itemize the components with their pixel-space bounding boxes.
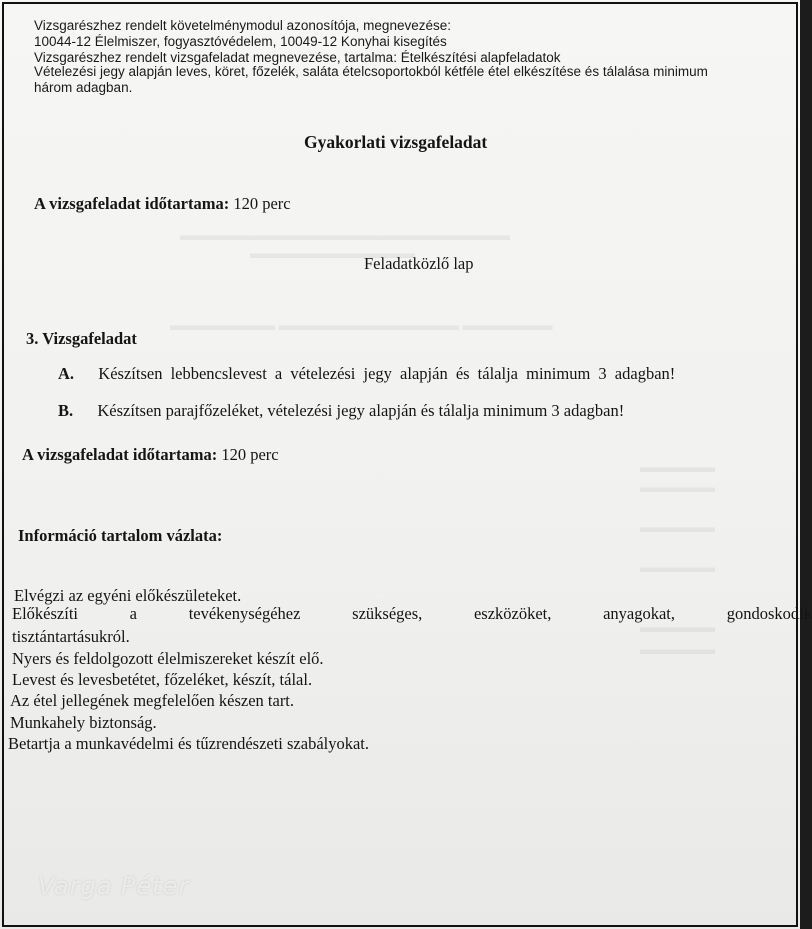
info-line: tisztántartásukról. [12, 627, 130, 646]
info-line-justified [12, 604, 812, 624]
task-item-a [58, 364, 675, 384]
info-word: eszközöket, [473, 604, 552, 623]
task-description-line-2: három adagban. [34, 80, 133, 95]
duration-row-2 [22, 445, 279, 465]
photographer-watermark: Varga Péter [38, 872, 190, 900]
duration-label: A vizsgafeladat időtartama: [22, 445, 218, 464]
task-item-text: Készítsen parajfőzeléket, vételezési jegy alapján és tálalja minimum 3 adagban! [97, 401, 625, 420]
subtitle: Feladatközlő lap [364, 254, 474, 273]
info-line: Levest és levesbetétet, főzeléket, készít, tálal. [12, 670, 313, 689]
task-item-marker: B. [58, 401, 74, 420]
info-word: gondoskodik [726, 604, 812, 623]
duration-row [34, 194, 291, 214]
module-id-label: Vizsgarészhez rendelt követelménymodul azonosítója, megnevezése: [34, 18, 451, 33]
task-item-b [58, 401, 624, 421]
task-description-line: Vételezési jegy alapján leves, köret, főzelék, saláta ételcsoportokból kétféle étel elkészítése és tálalása minimum [34, 64, 708, 79]
info-word: tevékenységéhez [188, 604, 301, 623]
task-item-text: Készítsen lebbencslevest a vételezési jegy alapján és tálalja minimum 3 adagban! [98, 364, 676, 383]
task-heading: 3. Vizsgafeladat [26, 329, 137, 348]
duration-label: A vizsgafeladat időtartama: [34, 194, 230, 213]
info-heading: Információ tartalom vázlata: [18, 526, 223, 545]
info-line: Az étel jellegének megfelelően készen tart. [10, 691, 295, 710]
info-word: Előkészíti [12, 604, 78, 623]
duration-value: 120 perc [221, 445, 279, 464]
info-line: Elvégzi az egyéni előkészületeket. [14, 586, 242, 605]
duration-value: 120 perc [233, 194, 291, 213]
info-word: anyagokat, [603, 604, 676, 623]
module-names: 10044-12 Élelmiszer, fogyasztóvédelem, 10049-12 Konyhai kisegítés [34, 34, 447, 49]
task-name-line: Vizsgarészhez rendelt vizsgafeladat megnevezése, tartalma: Ételkészítési alapfeladatok [34, 50, 561, 65]
show-through-background: ▬▬▬▬▬▬▬▬▬▬▬▬▬▬▬▬▬▬▬▬▬▬ ▬▬▬▬▬▬▬▬▬▬▬ ▬▬▬▬▬▬▬ ▬▬▬▬▬▬▬▬▬▬▬▬ ▬▬▬▬▬▬ ▬▬▬▬▬ ▬▬▬▬▬ ▬▬▬▬▬ ▬▬▬▬▬ ▬▬▬▬▬ ▬▬▬▬▬ [170, 228, 715, 658]
task-item-marker: A. [58, 364, 75, 383]
info-word: a [129, 604, 137, 623]
info-line: Nyers és feldolgozott élelmiszereket készít elő. [12, 649, 324, 668]
info-line: Betartja a munkavédelmi és tűzrendészeti szabályokat. [8, 734, 370, 753]
info-word: szükséges, [352, 604, 423, 623]
page-title: Gyakorlati vizsgafeladat [304, 132, 488, 152]
info-line: Munkahely biztonság. [10, 713, 157, 732]
